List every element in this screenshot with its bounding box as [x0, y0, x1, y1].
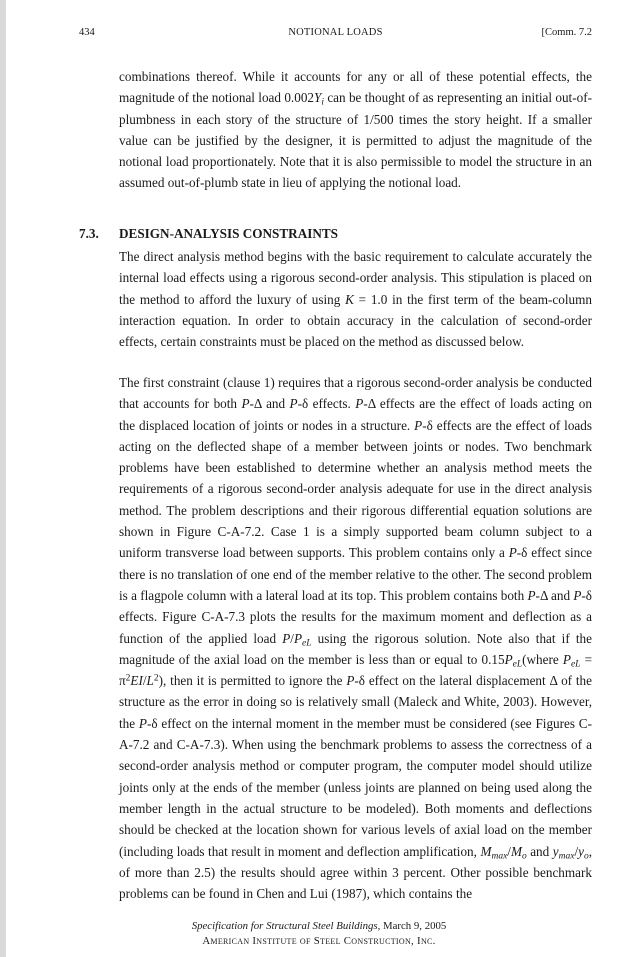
footer-publisher-line: American Institute of Steel Construction, Inc.: [202, 934, 436, 947]
footer-publication-line: Specification for Structural Steel Buildings, March 9, 2005: [191, 920, 447, 932]
paragraph-first-constraint: The first constraint (clause 1) requires that a rigorous second-order analysis be conducted that accounts for both P-Δ and P-δ effects. P-Δ effects are the effect of loads acting on the displaced location of joints or nodes in a structure. P-δ effects are the effect of loads acting on the deflected shape of a member between joints or nodes. Two benchmark problems have been established to determine whether an analysis method meets the requirements of a rigorous second-order analysis adequate for use in the direct analysis method. The problem descriptions and their rigorous differential equation solutions are shown in Figure C-A-7.2. Case 1 is a simply supported beam column subject to a uniform transverse load between supports. This problem contains only a P-δ effect since there is no translation of one end of the member relative to the other. The second problem is a flagpole column with a lateral load at its top. This problem contains both P-Δ and P-δ effects. Figure C-A-7.3 plots the results for the maximum moment and deflection as a function of the applied load $P/P_{eL}$ using the rigorous solution. Note also that if the magnitude of the axial load on the member is less than or equal to $0.15P_{eL}(where$ $P_{eL} = \pi^2EI/L^2$), then it is permitted to ignore the P-δ effect on the lateral displacement Δ of the structure as the error in doing so is relatively small (Maleck and White, 2003). However, the P-δ effect on the internal moment in the member must be considered (see Figures C-A-7.2 and C-A-7.3). When using the benchmark problems to assess the correctness of a second-order analysis method or computer program, the computer model should utilize joints only at the ends of the member (unless joints are planned on being used along the member length in the actual structure to be modeled). Both moments and deflections should be checked at the location shown for various levels of axial load on the member (including loads that result in moment and deflection amplification, $M_{max}/M_o$ and $y_{max}/y_o$, of more than 2.5) the results should agree within 3 percent. Other possible benchmark problems can be found in Chen and Lui (1987), which contains the: [119, 375, 593, 902]
paragraph-notional-load: combinations thereof. While it accounts for any or all of these potential effects, the magnitude of the notional load $0.002Y_i$ can be thought of as representing an initial out-of-plumbness in each story of the structure of 1/500 times the story height. If a smaller value can be justified by the designer, it is permitted to adjust the magnitude of the notional load proportionately. Note that it is also permissible to model the structure in an assumed out-of-plumb state in lieu of applying the notional load.: [119, 69, 592, 191]
page-number: 434: [79, 27, 95, 38]
section-heading: [79, 224, 599, 244]
section-number: 7.3.: [79, 226, 99, 241]
page-edge-bar: [0, 0, 6, 957]
page-footer: [0, 919, 638, 948]
paragraph-direct-analysis: The direct analysis method begins with the basic requirement to calculate accurately the internal load effects using a rigorous second-order analysis. This stipulation is placed on the method to afford the luxury of using K = 1.0 in the first term of the beam-column interaction equation. In order to obtain accuracy in the calculation of second-order effects, certain constraints must be placed on the method as discussed below.: [119, 249, 592, 350]
section-title: DESIGN-ANALYSIS CONSTRAINTS: [119, 226, 339, 241]
section-reference: [Comm. 7.2: [541, 27, 592, 38]
running-header: [79, 25, 592, 41]
running-title: NOTIONAL LOADS: [288, 27, 383, 38]
